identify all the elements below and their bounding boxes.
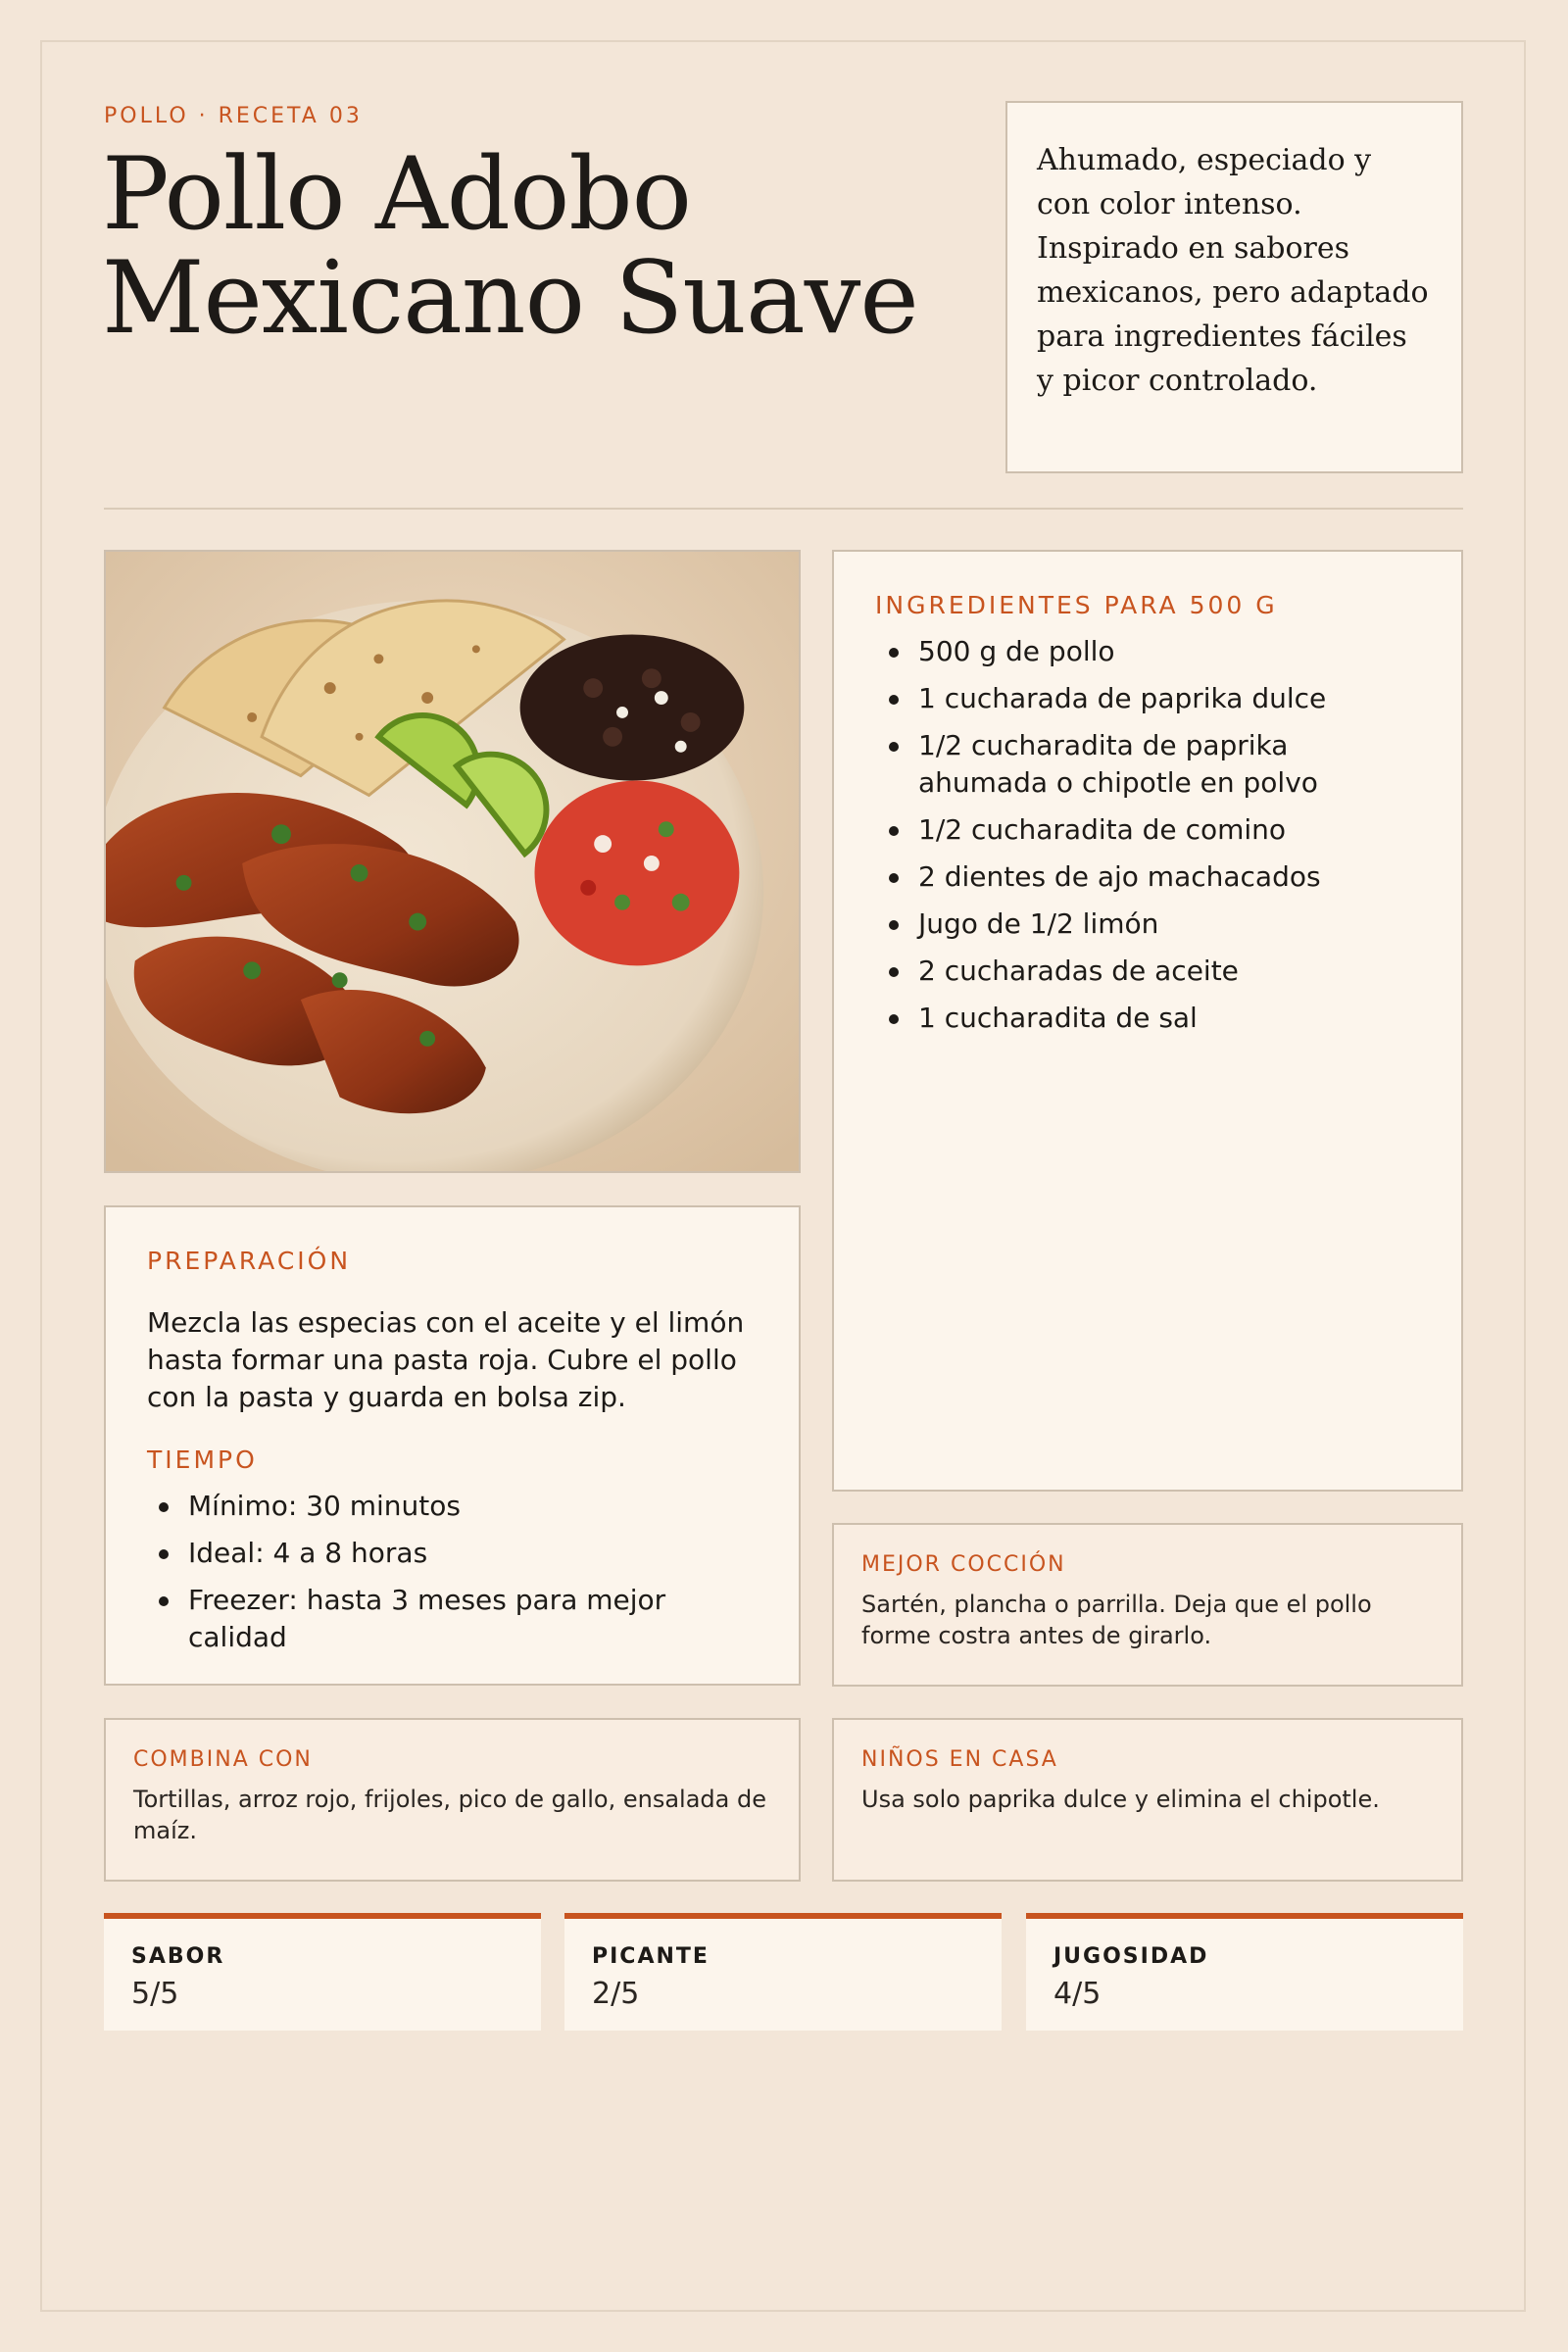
best-cooking-card: [832, 1523, 1463, 1687]
time-item: Freezer: hasta 3 meses para mejor calidad: [188, 1582, 758, 1656]
combine-heading: COMBINA CON: [133, 1747, 313, 1772]
kids-card: [832, 1718, 1463, 1882]
rating-spicy: [564, 1913, 1002, 2031]
rating-value: 4/5: [1054, 1977, 1102, 2011]
intro-text: Ahumado, especiado y con color intenso. Inspirado en sabores mexicanos, pero adaptado para ingredientes fáciles y picor controlado.: [1037, 143, 1429, 398]
combine-card: [104, 1718, 801, 1882]
dish-illustration: [106, 552, 799, 1171]
preparation-heading: PREPARACIÓN: [147, 1247, 352, 1275]
title-line-2: Mexicano Suave: [102, 240, 918, 357]
pico-de-gallo: [535, 781, 740, 966]
ingredient-item: 500 g de pollo: [918, 633, 1420, 670]
rating-label: JUGOSIDAD: [1054, 1944, 1209, 1969]
kids-text: Usa solo paprika dulce y elimina el chipotle.: [861, 1786, 1380, 1813]
title-line-1: Pollo Adobo: [102, 136, 692, 253]
rating-juiciness: [1026, 1913, 1463, 2031]
best-cooking-text: Sartén, plancha o parrilla. Deja que el pollo forme costra antes de girarlo.: [861, 1591, 1372, 1649]
ingredient-item: 1 cucharada de paprika dulce: [918, 680, 1420, 717]
preparation-text: Mezcla las especias con el aceite y el limón hasta formar una pasta roja. Cubre el pollo con la pasta y guarda en bolsa zip.: [147, 1306, 745, 1413]
ingredients-heading: INGREDIENTES PARA 500 G: [875, 591, 1278, 619]
combine-text: Tortillas, arroz rojo, frijoles, pico de gallo, ensalada de maíz.: [133, 1786, 766, 1844]
black-beans: [520, 634, 745, 780]
time-list: [147, 1488, 758, 1656]
rating-label: PICANTE: [592, 1944, 710, 1969]
recipe-eyebrow: POLLO · RECETA 03: [104, 104, 363, 128]
recipe-title: [102, 136, 984, 357]
header-divider: [104, 508, 1463, 510]
kids-heading: NIÑOS EN CASA: [861, 1747, 1058, 1772]
ingredient-item: 1/2 cucharadita de paprika ahumada o chipotle en polvo: [918, 727, 1420, 802]
best-cooking-heading: MEJOR COCCIÓN: [861, 1552, 1066, 1577]
rating-label: SABOR: [131, 1944, 225, 1969]
preparation-panel: [104, 1205, 801, 1686]
time-heading: TIEMPO: [147, 1446, 258, 1474]
ingredient-item: 1 cucharadita de sal: [918, 1000, 1420, 1037]
time-item: Ideal: 4 a 8 horas: [188, 1535, 758, 1572]
ingredient-item: 1/2 cucharadita de comino: [918, 811, 1420, 849]
ingredient-item: Jugo de 1/2 limón: [918, 906, 1420, 943]
ingredient-item: 2 cucharadas de aceite: [918, 953, 1420, 990]
time-item: Mínimo: 30 minutos: [188, 1488, 758, 1525]
ingredients-panel: [832, 550, 1463, 1492]
rating-flavor: [104, 1913, 541, 2031]
intro-box: [1005, 101, 1463, 473]
ingredient-item: 2 dientes de ajo machacados: [918, 858, 1420, 896]
rating-value: 2/5: [592, 1977, 640, 2011]
ingredients-list: [875, 633, 1420, 1037]
dish-photo: [104, 550, 801, 1173]
rating-value: 5/5: [131, 1977, 179, 2011]
